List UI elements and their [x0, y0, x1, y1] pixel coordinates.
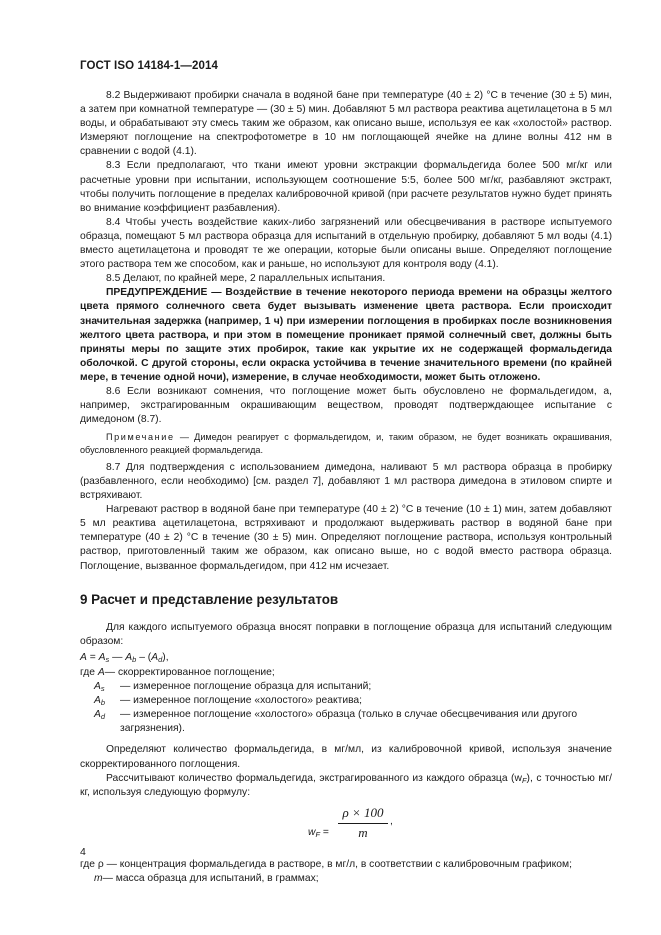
formula-lhs: $w_F$ = [308, 826, 329, 839]
paragraph-8-7-heating: Нагревают раствор в водяной бане при температуре (40 ± 2) °С в течение (10 ± 1) мин, затем добавляют 5 мл реактива ацетилацетона, встряхивают и продолжают выдерживать раствор в водяной бане при температуре (40 ± 2) °С в течение (30 ± 5) мин. Определяют поглощение раствора, используя контрольный раствор, приготовленный таким же образом, как описано выше, но с водой вместо раствора образца. Поглощение, вызванное формальдегидом, при 412 нм исчезает. [80, 504, 612, 572]
paragraph-8-7: 8.7 Для подтверждения с использованием димедона, наливают 5 мл раствора образца в пробирку (разбавленного, если необходимо) [см. раздел 7], добавляют 1 мл раствора димедона в этиловом спирте и встряхивают. [80, 461, 612, 502]
formula-denominator: m [358, 824, 368, 840]
formula-corrected-absorbance: $A = A_s$ — $A_b - (A_d)$, [80, 651, 169, 664]
paragraph-calculation: Рассчитывают количество формальдегида, экстрагированного из каждого образца $(w_F)$, с точностью мг/кг, используя следующую формулу: [80, 772, 613, 798]
paragraph-8-4: 8.4 Чтобы учесть воздействие каких-либо загрязнений или обесцвечивания в растворе испытуемого образца, помещают 5 мл раствора образца для испытаний в отдельную пробирку, добавляют 5 мл воды (4.1) вместо ацетилацетона и проводят те же операции, которые были описаны выше. Определяют поглощение этого раствора тем же способом, как и раньше, но используют для контроля воду (4.1). [80, 216, 612, 271]
section-9-intro: Для каждого испытуемого образца вносят поправки в поглощение образца для испытаний следующим образом: [80, 621, 612, 647]
paragraph-8-6: 8.6 Если возникают сомнения, что поглощение может быть обусловлено не формальдегидом, а, например, экстрагированным окрашивающим веществом, проводят подтверждающее испытание с димедоном (8.7). [80, 385, 612, 426]
note-paragraph [80, 431, 612, 457]
warning-paragraph: ПРЕДУПРЕЖДЕНИЕ — Воздействие в течение некоторого периода времени на образцы желтого цвета прямого солнечного света будет вызывать изменение цвета раствора. Если происходит значительная задержка (например, 1 ч) при измерении поглощения в пробирках после возникновения желтого цвета раствора, и при этом в помещение проникает прямой солнечный свет, должны быть приняты меры по защите этих пробирок, такие как укрытие их не содержащей формальдегида оболочкой. С другой стороны, если окраска устойчива в течение значительного времени (по крайней мере, в течение одной ночи), измерение, в случае необходимости, может быть отложено. [80, 287, 612, 383]
formula-numerator: ρ × 100 [342, 804, 384, 820]
definition-row: $A_s$ — измеренное поглощение образца для испытаний; [94, 681, 372, 694]
paragraph-8-3: 8.3 Если предполагают, что ткани имеют уровни экстракции формальдегида более 500 мг/кг или расчетные уровни при испытании, использующем соотношение 5:5, более 500 мг/кг, разбавляют экстракт, чтобы получить поглощение в пределах калибровочной кривой (при расчете результатов нужно будет принять во внимание коэффициент разбавления). [80, 160, 612, 214]
document-header: ГОСТ ISO 14184-1—2014 [80, 60, 218, 72]
definition-m: m — масса образца для испытаний, в граммах; [94, 872, 319, 884]
paragraph-8-2: 8.2 Выдерживают пробирки сначала в водяной бане при температуре (40 ± 2) °С в течение (30 ± 5) мин, а затем при комнатной температуре — (30 ± 5) мин. Добавляют 5 мл раствора реактива ацетилацетона в 5 мл воды, и обрабатывают эту смесь таким же образом, как описано выше, используя ее как «холостой» раствор. Измеряют поглощение на спектрофотометре в 10 нм поглощающей ячейке на длине волны 412 нм в сравнении с водой (4.1). [80, 90, 612, 158]
section-9-title: 9 Расчет и представление результатов [80, 591, 339, 607]
variable-definitions [80, 666, 612, 736]
paragraph-8-5: 8.5 Делают, по крайней мере, 2 параллельных испытания. [106, 273, 386, 285]
paragraph-concentration: Определяют количество формальдегида, в мг/мл, из калибровочной кривой, используя значение скорректированного поглощения. [80, 744, 612, 770]
definition-row: где A — скорректированное поглощение; [80, 666, 275, 678]
fraction-bar [338, 823, 388, 824]
formula-comma: , [390, 815, 393, 827]
note-text: — Димедон реагирует с формальдегидом, и, таким образом, не будет возникать окрашивания, обусловленного реакцией формальдегида. [80, 432, 612, 456]
page-number: 4 [80, 846, 86, 858]
definition-rho: где ρ — концентрация формальдегида в растворе, в мг/л, в соответствии с калибровочным графиком; [80, 858, 572, 870]
note-label: Примечание [106, 432, 175, 443]
document-body [80, 89, 612, 886]
definition-row: $A_b$ — измеренное поглощение «холостого» реактива; [94, 695, 363, 708]
definition-row: $A_d$ — измеренное поглощение «холостого» образца (только в случае обесцвечивания или другого загрязнения). [94, 709, 578, 735]
formula-mass-fraction [80, 804, 612, 852]
